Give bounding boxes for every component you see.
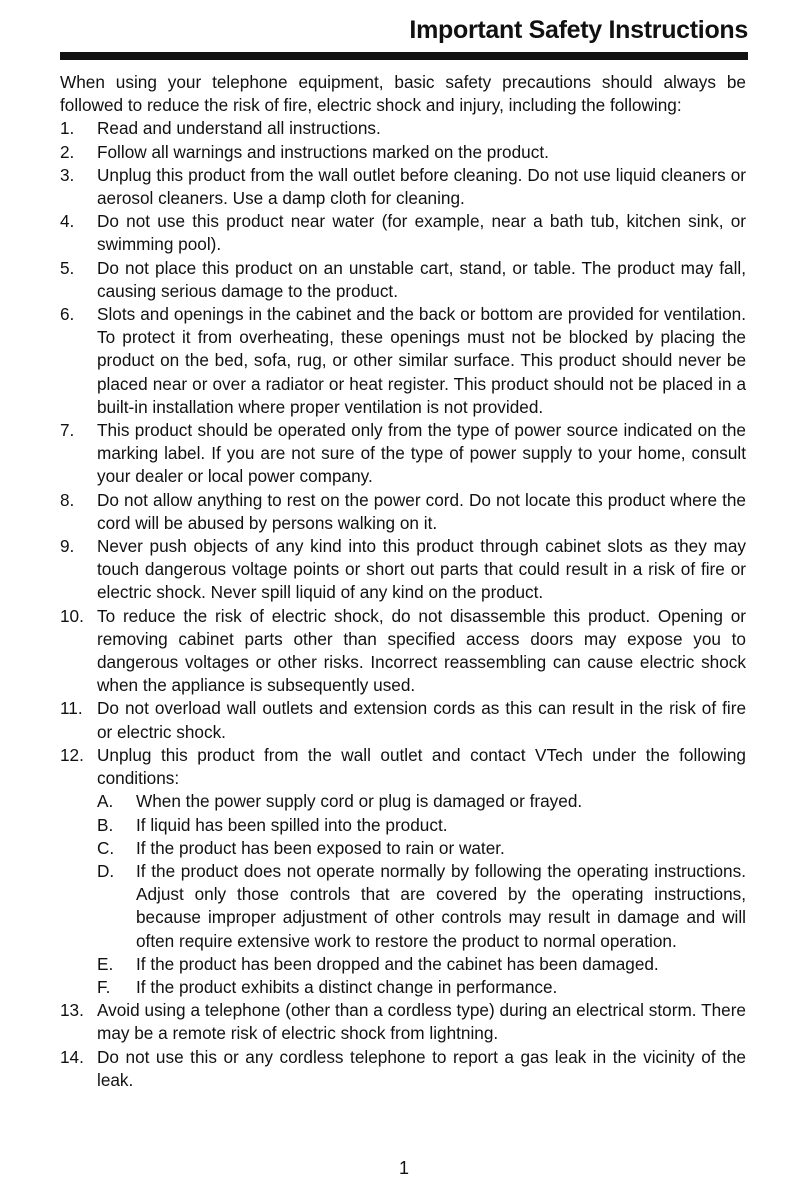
item-text: Do not overload wall outlets and extension cords as this can result in the risk of fire or electric shock. [97,698,746,742]
sub-item-letter: F. [97,976,111,997]
item-number: 12. [60,744,84,765]
item-number: 7. [60,420,75,441]
list-item [60,303,746,419]
list-item [60,535,746,605]
sub-list-item [97,837,746,860]
item-text: Do not use this or any cordless telephone to report a gas leak in the vicinity of the leak. [97,1046,746,1090]
item-text: This product should be operated only from the type of power source indicated on the marking label. If you are not sure of the type of power supply to your home, consult your dealer or local power company. [97,420,746,487]
list-item [60,117,746,140]
list-item [60,419,746,489]
item-text: Read and understand all instructions. [97,118,381,139]
item-text: Follow all warnings and instructions marked on the product. [97,141,549,162]
list-item [60,489,746,535]
item-text: To reduce the risk of electric shock, do not disassemble this product. Opening or removing cabinet parts other than specified access doors may expose you to dangerous voltages or other risks. Incorrect reassembling can cause electric shock when the appliance is subsequently used. [97,605,746,696]
sub-list-item [97,860,746,953]
sub-item-text: When the power supply cord or plug is damaged or frayed. [136,791,583,812]
sub-list-item [97,976,746,999]
item-number: 3. [60,164,75,185]
list-item [60,141,746,164]
page-header [60,14,748,60]
item-text: Do not place this product on an unstable cart, stand, or table. The product may fall, causing serious damage to the product. [97,257,746,301]
item-number: 4. [60,211,75,232]
list-item [60,605,746,698]
item-text: Do not use this product near water (for example, near a bath tub, kitchen sink, or swimming pool). [97,211,746,255]
intro-paragraph: When using your telephone equipment, basic safety precautions should always be followed to reduce the risk of fire, electric shock and injury, including the following: [60,72,746,116]
list-item [60,1046,746,1092]
item-text: Do not allow anything to rest on the power cord. Do not locate this product where the cord will be abused by persons walking on it. [97,489,746,533]
page-number: 1 [398,1158,409,1178]
header-rule [60,52,748,60]
sub-item-text: If the product does not operate normally by following the operating instructions. Adjust only those controls that are covered by the operating instructions, because improper adjustment of other controls may result in damage and will often require extensive work to restore the product to normal operation. [136,860,746,951]
sub-item-text: If the product has been dropped and the cabinet has been damaged. [136,953,659,974]
sub-item-letter: B. [97,814,114,835]
item-number: 9. [60,536,75,557]
page-title: Important Safety Instructions [409,16,748,44]
sub-item-text: If the product has been exposed to rain or water. [136,837,505,858]
list-item [60,210,746,256]
instruction-list [60,117,746,1092]
item-number: 10. [60,605,84,626]
item-text: Avoid using a telephone (other than a cordless type) during an electrical storm. There may be a remote risk of electric shock from lightning. [97,1000,746,1044]
sub-list-item [97,953,746,976]
sub-list-item [97,814,746,837]
list-item [60,744,746,999]
item-number: 14. [60,1046,84,1067]
item-text: Never push objects of any kind into this product through cabinet slots as they may touch dangerous voltage points or short out parts that could result in a risk of fire or electric shock. Never spill liquid of any kind on the product. [97,536,746,603]
list-item [60,697,746,743]
item-text: Slots and openings in the cabinet and the back or bottom are provided for ventilation. To protect it from overheating, these openings must not be blocked by placing the product on the bed, sofa, rug, or other similar surface. This product should never be placed near or over a radiator or heat register. This product should not be placed in a built-in installation where proper ventilation is not provided. [97,304,746,417]
item-number: 13. [60,1000,84,1021]
item-number: 8. [60,489,75,510]
list-item [60,257,746,303]
item-text: Unplug this product from the wall outlet and contact VTech under the following conditions: [97,744,746,789]
sub-item-letter: D. [97,860,115,881]
item-number: 1. [60,118,75,139]
item-number: 11. [60,698,83,719]
sub-list-item [97,790,746,813]
list-item [60,999,746,1045]
item-number: 2. [60,141,75,162]
sub-item-letter: A. [97,791,114,812]
item-text: Unplug this product from the wall outlet before cleaning. Do not use liquid cleaners or aerosol cleaners. Use a damp cloth for cleaning. [97,164,746,209]
sub-item-letter: E. [97,953,114,974]
sub-item-letter: C. [97,837,115,858]
sub-item-text: If liquid has been spilled into the product. [136,814,448,835]
condition-list [97,790,746,999]
item-number: 5. [60,257,75,278]
safety-instructions [60,71,746,1092]
sub-item-text: If the product exhibits a distinct change in performance. [136,976,558,997]
item-number: 6. [60,304,75,325]
list-item [60,164,746,210]
